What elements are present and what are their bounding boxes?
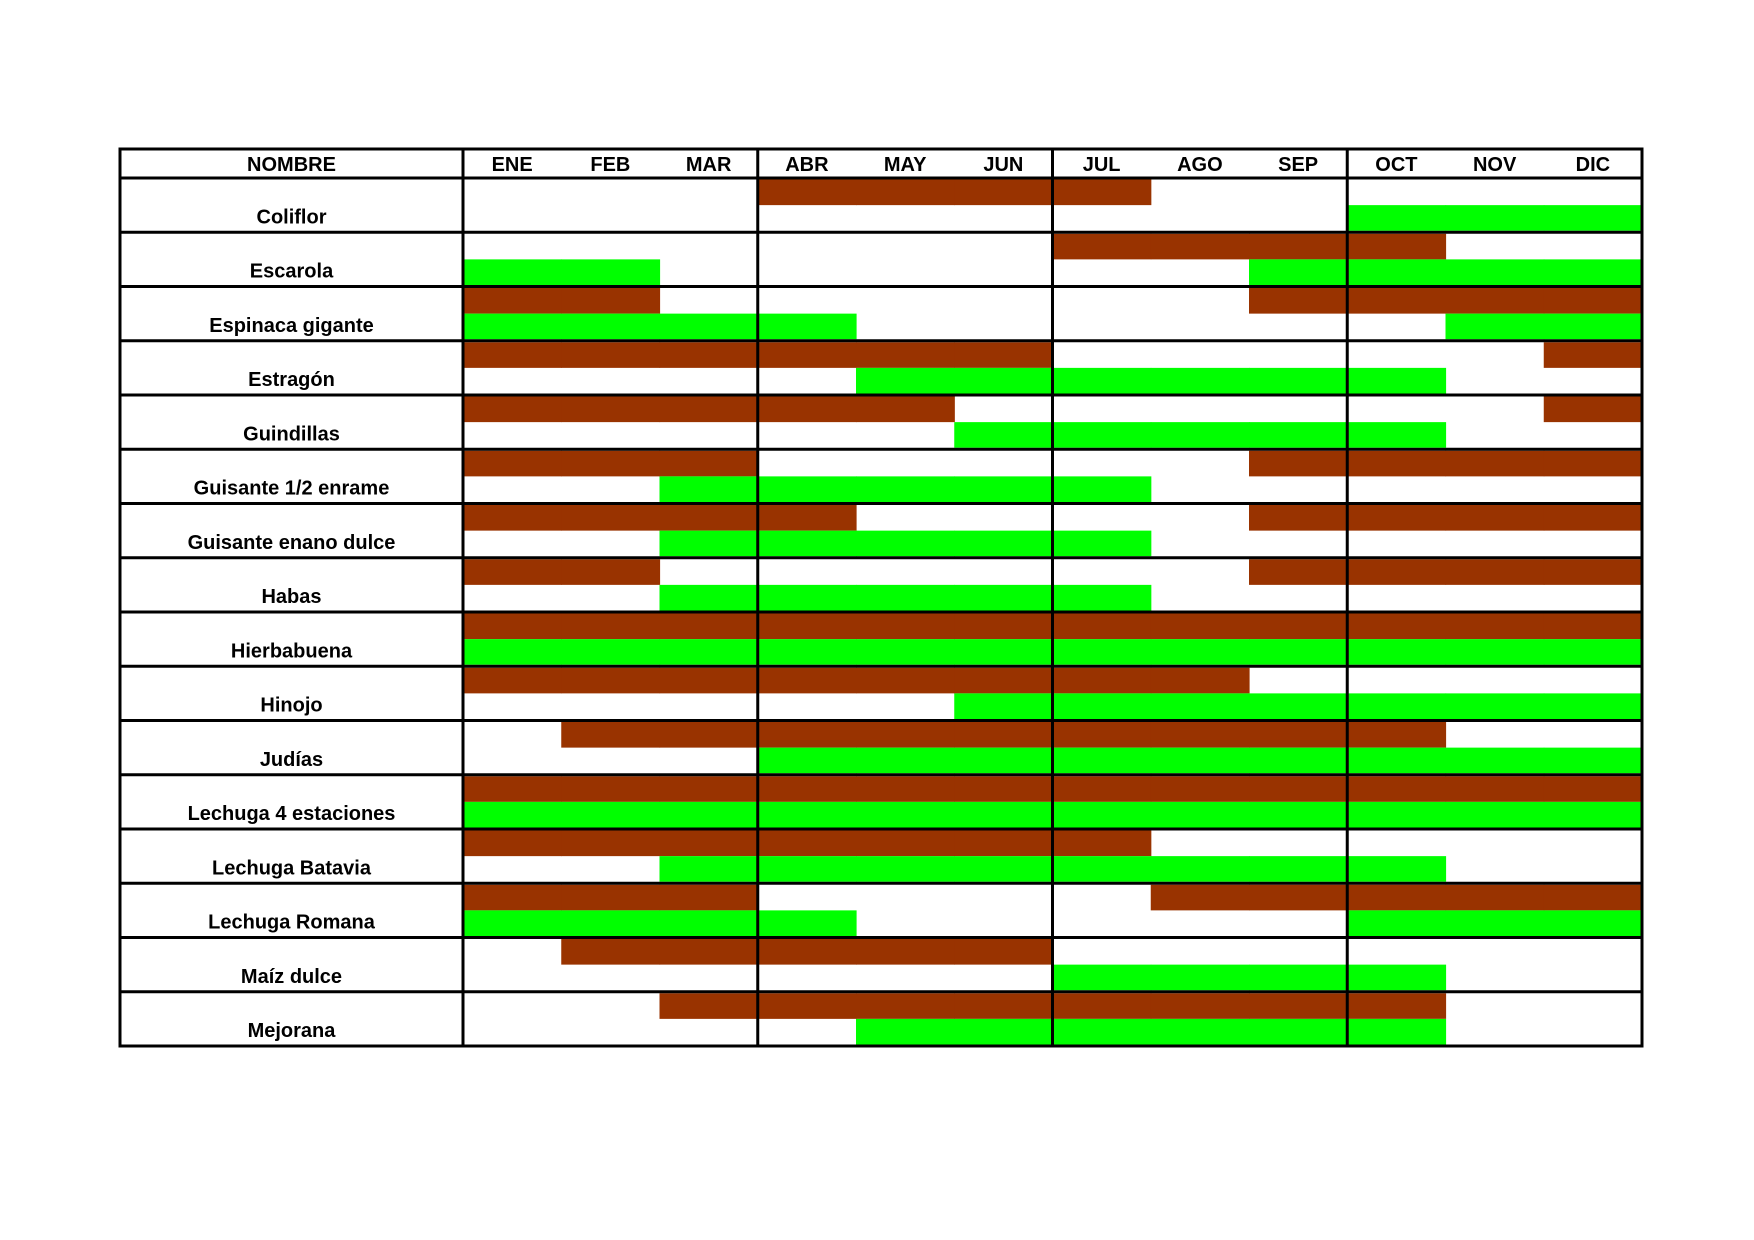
row-name-guindillas: Guindillas xyxy=(243,423,340,446)
bar-green-guindillas-m7 xyxy=(1053,422,1152,448)
header-month-abr: ABR xyxy=(785,154,829,176)
bar-brown-judias-m6 xyxy=(954,722,1053,748)
bar-green-estragon-m10 xyxy=(1347,368,1446,394)
bar-green-hinojo-m7 xyxy=(1053,693,1152,719)
bar-brown-lechuga-4-estaciones-m5 xyxy=(856,776,955,802)
bar-green-hierbabuena-m5 xyxy=(856,639,955,665)
bar-brown-guisante-1-2-enrame-m3 xyxy=(660,451,759,477)
bar-green-lechuga-batavia-m7 xyxy=(1053,856,1152,882)
bar-green-lechuga-romana-m11 xyxy=(1446,910,1545,936)
bar-brown-guisante-1-2-enrame-m10 xyxy=(1347,451,1446,477)
bar-green-hinojo-m6 xyxy=(954,693,1053,719)
bar-brown-coliflor-m7 xyxy=(1053,180,1152,206)
row-name-coliflor: Coliflor xyxy=(256,206,327,229)
row-name-guisante-enano-dulce: Guisante enano dulce xyxy=(187,531,396,554)
bar-green-habas-m3 xyxy=(660,585,759,611)
bar-brown-guisante-1-2-enrame-m9 xyxy=(1249,451,1348,477)
bar-green-maiz-dulce-m9 xyxy=(1249,965,1348,991)
bar-brown-lechuga-4-estaciones-m10 xyxy=(1347,776,1446,802)
bar-green-hinojo-m10 xyxy=(1347,693,1446,719)
bar-brown-estragon-m12 xyxy=(1544,342,1643,368)
bar-green-lechuga-4-estaciones-m9 xyxy=(1249,802,1348,828)
bar-brown-hierbabuena-m1 xyxy=(463,614,562,640)
bar-brown-estragon-m3 xyxy=(660,342,759,368)
bar-green-hierbabuena-m4 xyxy=(758,639,857,665)
bar-brown-lechuga-batavia-m2 xyxy=(561,831,660,857)
bar-brown-lechuga-batavia-m3 xyxy=(660,831,759,857)
bar-brown-lechuga-4-estaciones-m8 xyxy=(1151,776,1250,802)
bar-brown-hinojo-m7 xyxy=(1053,668,1152,694)
bar-green-mejorana-m9 xyxy=(1249,1019,1348,1045)
bar-green-lechuga-batavia-m9 xyxy=(1249,856,1348,882)
bar-green-lechuga-romana-m4 xyxy=(758,910,857,936)
header-month-sep: SEP xyxy=(1278,154,1319,176)
bar-brown-mejorana-m5 xyxy=(856,993,955,1019)
row-name-mejorana: Mejorana xyxy=(247,1020,336,1042)
bar-green-lechuga-4-estaciones-m1 xyxy=(463,802,562,828)
bar-brown-lechuga-4-estaciones-m7 xyxy=(1053,776,1152,802)
row-name-lechuga-4-estaciones: Lechuga 4 estaciones xyxy=(187,803,396,825)
bar-green-coliflor-m10 xyxy=(1347,205,1446,231)
bar-green-hierbabuena-m6 xyxy=(954,639,1053,665)
bar-green-judias-m4 xyxy=(758,748,857,774)
bar-brown-lechuga-4-estaciones-m12 xyxy=(1544,776,1643,802)
bar-brown-guindillas-m12 xyxy=(1544,397,1643,423)
row-name-espinaca-gigante: Espinaca gigante xyxy=(209,314,374,337)
bar-brown-judias-m9 xyxy=(1249,722,1348,748)
bar-brown-lechuga-4-estaciones-m1 xyxy=(463,776,562,802)
bar-brown-judias-m5 xyxy=(856,722,955,748)
bar-green-hierbabuena-m10 xyxy=(1347,639,1446,665)
bar-green-judias-m12 xyxy=(1544,748,1643,774)
bar-brown-judias-m10 xyxy=(1347,722,1446,748)
bar-green-escarola-m2 xyxy=(561,259,660,285)
bar-green-espinaca-gigante-m11 xyxy=(1446,314,1545,340)
bar-green-judias-m10 xyxy=(1347,748,1446,774)
row-name-habas: Habas xyxy=(261,586,322,608)
bar-brown-hierbabuena-m4 xyxy=(758,614,857,640)
bar-green-lechuga-romana-m2 xyxy=(561,910,660,936)
bar-brown-hinojo-m5 xyxy=(856,668,955,694)
bar-brown-lechuga-romana-m9 xyxy=(1249,885,1348,911)
bar-brown-estragon-m1 xyxy=(463,342,562,368)
bar-brown-escarola-m9 xyxy=(1249,234,1348,260)
bar-brown-guindillas-m1 xyxy=(463,397,562,423)
bar-brown-hierbabuena-m10 xyxy=(1347,614,1446,640)
bar-green-habas-m7 xyxy=(1053,585,1152,611)
header-month-may: MAY xyxy=(883,154,927,176)
bar-green-lechuga-batavia-m3 xyxy=(660,856,759,882)
bar-brown-lechuga-batavia-m4 xyxy=(758,831,857,857)
bar-brown-espinaca-gigante-m9 xyxy=(1249,288,1348,314)
bar-green-lechuga-4-estaciones-m5 xyxy=(856,802,955,828)
bar-brown-lechuga-batavia-m7 xyxy=(1053,831,1152,857)
bar-green-guisante-enano-dulce-m3 xyxy=(660,531,759,557)
bar-green-habas-m4 xyxy=(758,585,857,611)
bar-green-lechuga-4-estaciones-m2 xyxy=(561,802,660,828)
bar-brown-hierbabuena-m8 xyxy=(1151,614,1250,640)
bar-brown-estragon-m4 xyxy=(758,342,857,368)
bar-brown-habas-m11 xyxy=(1446,559,1545,585)
bar-brown-hinojo-m1 xyxy=(463,668,562,694)
bar-brown-lechuga-batavia-m6 xyxy=(954,831,1053,857)
row-name-escarola: Escarola xyxy=(249,260,334,283)
bar-green-lechuga-batavia-m10 xyxy=(1347,856,1446,882)
bar-brown-estragon-m5 xyxy=(856,342,955,368)
bar-green-guindillas-m10 xyxy=(1347,422,1446,448)
row-name-lechuga-batavia: Lechuga Batavia xyxy=(212,857,371,880)
bar-green-lechuga-4-estaciones-m7 xyxy=(1053,802,1152,828)
bar-green-guindillas-m9 xyxy=(1249,422,1348,448)
bar-brown-judias-m7 xyxy=(1053,722,1152,748)
bar-brown-coliflor-m4 xyxy=(758,180,857,206)
bar-green-estragon-m7 xyxy=(1053,368,1152,394)
bar-green-guisante-enano-dulce-m6 xyxy=(954,531,1053,557)
bar-green-mejorana-m8 xyxy=(1151,1019,1250,1045)
bar-green-escarola-m9 xyxy=(1249,259,1348,285)
bar-brown-hierbabuena-m5 xyxy=(856,614,955,640)
bar-brown-habas-m10 xyxy=(1347,559,1446,585)
bar-green-hierbabuena-m8 xyxy=(1151,639,1250,665)
bar-brown-judias-m4 xyxy=(758,722,857,748)
bar-green-guisante-1-2-enrame-m7 xyxy=(1053,476,1152,502)
bar-brown-espinaca-gigante-m11 xyxy=(1446,288,1545,314)
bar-brown-lechuga-romana-m3 xyxy=(660,885,759,911)
bar-brown-espinaca-gigante-m1 xyxy=(463,288,562,314)
bar-brown-lechuga-4-estaciones-m11 xyxy=(1446,776,1545,802)
bar-green-judias-m6 xyxy=(954,748,1053,774)
bar-brown-lechuga-romana-m1 xyxy=(463,885,562,911)
bar-brown-maiz-dulce-m3 xyxy=(660,939,759,965)
bar-brown-guisante-enano-dulce-m9 xyxy=(1249,505,1348,531)
bar-green-estragon-m6 xyxy=(954,368,1053,394)
bar-brown-lechuga-4-estaciones-m9 xyxy=(1249,776,1348,802)
bar-brown-estragon-m6 xyxy=(954,342,1053,368)
bar-brown-habas-m9 xyxy=(1249,559,1348,585)
bar-green-coliflor-m11 xyxy=(1446,205,1545,231)
bar-brown-lechuga-romana-m10 xyxy=(1347,885,1446,911)
bar-brown-judias-m8 xyxy=(1151,722,1250,748)
bar-brown-escarola-m10 xyxy=(1347,234,1446,260)
bar-brown-habas-m12 xyxy=(1544,559,1643,585)
bar-green-guisante-1-2-enrame-m6 xyxy=(954,476,1053,502)
bar-brown-lechuga-romana-m2 xyxy=(561,885,660,911)
bar-brown-lechuga-romana-m8 xyxy=(1151,885,1250,911)
bar-green-espinaca-gigante-m1 xyxy=(463,314,562,340)
bar-brown-lechuga-romana-m12 xyxy=(1544,885,1643,911)
bar-brown-judias-m2 xyxy=(561,722,660,748)
bar-brown-hinojo-m8 xyxy=(1151,668,1250,694)
bar-green-coliflor-m12 xyxy=(1544,205,1643,231)
bar-green-lechuga-batavia-m6 xyxy=(954,856,1053,882)
bar-green-lechuga-4-estaciones-m10 xyxy=(1347,802,1446,828)
bar-brown-guisante-enano-dulce-m2 xyxy=(561,505,660,531)
row-name-judias: Judías xyxy=(259,748,324,771)
header-month-mar: MAR xyxy=(685,154,732,176)
header-month-dic: DIC xyxy=(1575,154,1611,176)
bar-green-estragon-m5 xyxy=(856,368,955,394)
bar-brown-guisante-1-2-enrame-m12 xyxy=(1544,451,1643,477)
bar-brown-maiz-dulce-m4 xyxy=(758,939,857,965)
bar-brown-escarola-m8 xyxy=(1151,234,1250,260)
bar-brown-lechuga-batavia-m5 xyxy=(856,831,955,857)
bar-green-lechuga-4-estaciones-m12 xyxy=(1544,802,1643,828)
bar-green-escarola-m1 xyxy=(463,259,562,285)
bar-green-mejorana-m5 xyxy=(856,1019,955,1045)
bar-green-guisante-enano-dulce-m5 xyxy=(856,531,955,557)
row-name-lechuga-romana: Lechuga Romana xyxy=(208,911,375,934)
bar-green-lechuga-romana-m1 xyxy=(463,910,562,936)
bar-brown-guisante-enano-dulce-m1 xyxy=(463,505,562,531)
bar-green-lechuga-romana-m12 xyxy=(1544,910,1643,936)
bar-brown-mejorana-m4 xyxy=(758,993,857,1019)
bar-green-espinaca-gigante-m3 xyxy=(660,314,759,340)
bar-brown-guindillas-m3 xyxy=(660,397,759,423)
bar-green-lechuga-4-estaciones-m8 xyxy=(1151,802,1250,828)
bar-green-lechuga-4-estaciones-m3 xyxy=(660,802,759,828)
bar-green-guisante-1-2-enrame-m3 xyxy=(660,476,759,502)
bar-brown-mejorana-m10 xyxy=(1347,993,1446,1019)
header-month-ene: ENE xyxy=(491,154,533,176)
bar-brown-hierbabuena-m7 xyxy=(1053,614,1152,640)
bar-green-mejorana-m10 xyxy=(1347,1019,1446,1045)
bar-green-hinojo-m11 xyxy=(1446,693,1545,719)
bar-green-hierbabuena-m2 xyxy=(561,639,660,665)
bar-brown-mejorana-m8 xyxy=(1151,993,1250,1019)
bar-brown-mejorana-m9 xyxy=(1249,993,1348,1019)
bar-green-lechuga-batavia-m8 xyxy=(1151,856,1250,882)
bar-green-lechuga-4-estaciones-m6 xyxy=(954,802,1053,828)
bar-brown-guindillas-m4 xyxy=(758,397,857,423)
bar-brown-hinojo-m6 xyxy=(954,668,1053,694)
bar-brown-hierbabuena-m9 xyxy=(1249,614,1348,640)
bar-green-guisante-1-2-enrame-m5 xyxy=(856,476,955,502)
bar-brown-mejorana-m3 xyxy=(660,993,759,1019)
bar-brown-coliflor-m6 xyxy=(954,180,1053,206)
bar-brown-maiz-dulce-m5 xyxy=(856,939,955,965)
bar-green-hierbabuena-m12 xyxy=(1544,639,1643,665)
bar-brown-lechuga-4-estaciones-m6 xyxy=(954,776,1053,802)
bar-brown-lechuga-4-estaciones-m4 xyxy=(758,776,857,802)
bar-green-lechuga-batavia-m5 xyxy=(856,856,955,882)
bar-green-hinojo-m12 xyxy=(1544,693,1643,719)
bar-brown-judias-m3 xyxy=(660,722,759,748)
bar-brown-mejorana-m7 xyxy=(1053,993,1152,1019)
row-name-estragon: Estragón xyxy=(248,369,335,391)
bar-green-judias-m7 xyxy=(1053,748,1152,774)
bar-green-mejorana-m7 xyxy=(1053,1019,1152,1045)
bar-brown-escarola-m7 xyxy=(1053,234,1152,260)
bar-brown-lechuga-4-estaciones-m3 xyxy=(660,776,759,802)
bar-brown-lechuga-romana-m11 xyxy=(1446,885,1545,911)
bar-brown-mejorana-m6 xyxy=(954,993,1053,1019)
bar-brown-maiz-dulce-m2 xyxy=(561,939,660,965)
bar-green-hinojo-m9 xyxy=(1249,693,1348,719)
bar-brown-coliflor-m5 xyxy=(856,180,955,206)
bar-green-lechuga-romana-m3 xyxy=(660,910,759,936)
bar-brown-habas-m1 xyxy=(463,559,562,585)
bar-green-lechuga-romana-m10 xyxy=(1347,910,1446,936)
bar-green-maiz-dulce-m8 xyxy=(1151,965,1250,991)
bar-brown-lechuga-batavia-m1 xyxy=(463,831,562,857)
bar-green-hierbabuena-m3 xyxy=(660,639,759,665)
bar-green-escarola-m11 xyxy=(1446,259,1545,285)
bar-brown-hierbabuena-m12 xyxy=(1544,614,1643,640)
bar-green-lechuga-4-estaciones-m4 xyxy=(758,802,857,828)
bar-green-estragon-m8 xyxy=(1151,368,1250,394)
bar-green-escarola-m12 xyxy=(1544,259,1643,285)
header-month-nov: NOV xyxy=(1472,154,1517,176)
header-month-ago: AGO xyxy=(1177,154,1223,176)
bar-green-habas-m6 xyxy=(954,585,1053,611)
bar-green-mejorana-m6 xyxy=(954,1019,1053,1045)
header-nombre: NOMBRE xyxy=(247,154,336,176)
bar-green-guisante-enano-dulce-m7 xyxy=(1053,531,1152,557)
bar-green-lechuga-batavia-m4 xyxy=(758,856,857,882)
bar-green-judias-m8 xyxy=(1151,748,1250,774)
bar-brown-maiz-dulce-m6 xyxy=(954,939,1053,965)
bar-green-maiz-dulce-m10 xyxy=(1347,965,1446,991)
bar-green-espinaca-gigante-m4 xyxy=(758,314,857,340)
bar-brown-guisante-1-2-enrame-m11 xyxy=(1446,451,1545,477)
bar-green-escarola-m10 xyxy=(1347,259,1446,285)
bar-brown-guisante-enano-dulce-m12 xyxy=(1544,505,1643,531)
bar-brown-guisante-1-2-enrame-m2 xyxy=(561,451,660,477)
bar-green-hinojo-m8 xyxy=(1151,693,1250,719)
bar-green-habas-m5 xyxy=(856,585,955,611)
bar-brown-guisante-1-2-enrame-m1 xyxy=(463,451,562,477)
bar-brown-hinojo-m4 xyxy=(758,668,857,694)
bar-green-hierbabuena-m9 xyxy=(1249,639,1348,665)
bar-brown-espinaca-gigante-m10 xyxy=(1347,288,1446,314)
header-month-feb: FEB xyxy=(590,154,631,176)
bar-green-hierbabuena-m7 xyxy=(1053,639,1152,665)
bar-green-guindillas-m6 xyxy=(954,422,1053,448)
header-month-jul: JUL xyxy=(1082,154,1121,176)
bar-green-maiz-dulce-m7 xyxy=(1053,965,1152,991)
bar-green-judias-m9 xyxy=(1249,748,1348,774)
bar-brown-guisante-enano-dulce-m10 xyxy=(1347,505,1446,531)
header-month-oct: OCT xyxy=(1375,154,1418,176)
bar-green-judias-m5 xyxy=(856,748,955,774)
row-name-hinojo: Hinojo xyxy=(260,694,323,717)
bar-brown-guindillas-m2 xyxy=(561,397,660,423)
bar-green-judias-m11 xyxy=(1446,748,1545,774)
row-name-maiz-dulce: Maíz dulce xyxy=(240,965,343,988)
bar-brown-guisante-enano-dulce-m3 xyxy=(660,505,759,531)
bar-green-espinaca-gigante-m12 xyxy=(1544,314,1643,340)
bar-green-hierbabuena-m11 xyxy=(1446,639,1545,665)
bar-green-lechuga-4-estaciones-m11 xyxy=(1446,802,1545,828)
bar-brown-lechuga-4-estaciones-m2 xyxy=(561,776,660,802)
bar-brown-estragon-m2 xyxy=(561,342,660,368)
bar-brown-habas-m2 xyxy=(561,559,660,585)
bar-brown-guisante-enano-dulce-m4 xyxy=(758,505,857,531)
bar-green-guisante-1-2-enrame-m4 xyxy=(758,476,857,502)
bar-brown-hierbabuena-m2 xyxy=(561,614,660,640)
bar-green-estragon-m9 xyxy=(1249,368,1348,394)
bar-brown-guindillas-m5 xyxy=(856,397,955,423)
bar-green-espinaca-gigante-m2 xyxy=(561,314,660,340)
bar-green-guisante-enano-dulce-m4 xyxy=(758,531,857,557)
header-month-jun: JUN xyxy=(983,154,1024,176)
bar-brown-hinojo-m2 xyxy=(561,668,660,694)
bar-brown-hierbabuena-m3 xyxy=(660,614,759,640)
bar-green-guindillas-m8 xyxy=(1151,422,1250,448)
row-name-guisante-1-2-enrame: Guisante 1/2 enrame xyxy=(193,477,390,500)
bar-green-hierbabuena-m1 xyxy=(463,639,562,665)
bar-brown-guisante-enano-dulce-m11 xyxy=(1446,505,1545,531)
bar-brown-hierbabuena-m11 xyxy=(1446,614,1545,640)
row-name-hierbabuena: Hierbabuena xyxy=(230,640,353,663)
bar-brown-hierbabuena-m6 xyxy=(954,614,1053,640)
bar-brown-espinaca-gigante-m12 xyxy=(1544,288,1643,314)
bar-brown-hinojo-m3 xyxy=(660,668,759,694)
bar-brown-espinaca-gigante-m2 xyxy=(561,288,660,314)
